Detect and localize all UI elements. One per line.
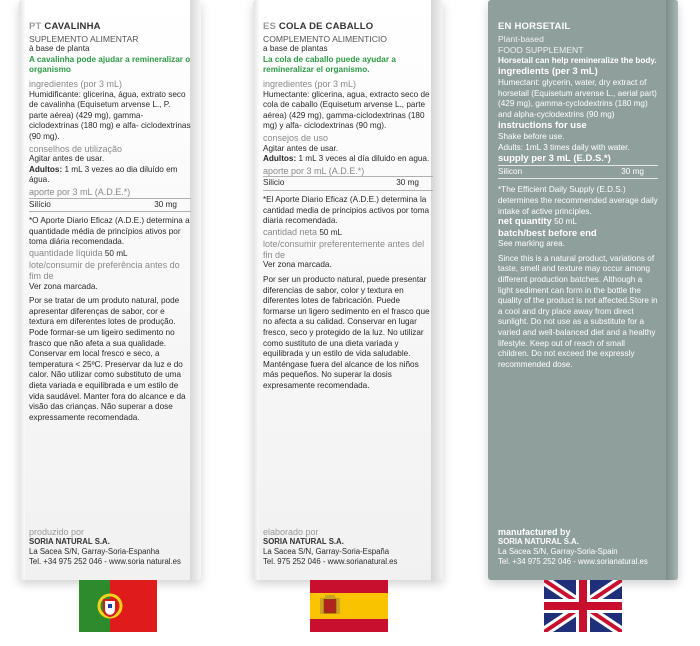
net-quantity-value: 50 mL: [554, 217, 577, 227]
lot-heading: lote/consumir preferentemente antes del fin de: [263, 239, 425, 260]
nutrient-name: Silicon: [498, 166, 523, 176]
uk-flag-icon: [544, 580, 622, 632]
usage-dose: [263, 154, 433, 165]
supply-table-row: [29, 199, 191, 213]
nutrient-name: Silício: [29, 199, 51, 209]
panel-content: [29, 22, 191, 423]
manufacturer-block: [498, 527, 648, 567]
product-title: [498, 22, 658, 33]
manufacturer-contact: Tel. +34 975 252 046 - www.sorianatural.es: [498, 557, 648, 566]
panel-edge: [253, 0, 259, 580]
product-subtitle: à base de planta: [29, 44, 90, 54]
usage-line: Agitar antes de usar.: [263, 143, 339, 153]
panel-edge: [19, 0, 25, 580]
net-quantity-label: cantidad neta: [263, 226, 318, 237]
usage-line: Agitar antes de usar.: [29, 154, 105, 164]
manufacturer-block: [263, 527, 397, 567]
health-claim: A cavalinha pode ajudar a remineralizar o organismo: [29, 54, 191, 75]
manufacturer-heading: produzido por: [29, 527, 85, 537]
ingredients-text: Humectante: glicerina, agua, extracto seco de cola de caballo (Equisetum arvense L., parte aérea) (429 mg), gamma-ciclodextrinas (180 mg) y alfa- ciclodextrinas (90 mg).: [263, 89, 430, 131]
usage-dose-label: Adultos:: [263, 154, 297, 164]
usage-heading: conselhos de utilização: [29, 143, 123, 154]
manufacturer-name: SORIA NATURAL S.A.: [263, 537, 344, 546]
manufacturer-contact: Tel. 975 252 046 - www.sorianatural.es: [263, 557, 398, 566]
label-panel-portuguese: [19, 0, 201, 580]
net-quantity-value: 50 mL: [319, 227, 343, 237]
portugal-flag-icon: [79, 580, 157, 632]
net-quantity-value: 50 mL: [104, 248, 128, 258]
product-subtitle: FOOD SUPPLEMENT: [498, 45, 584, 56]
ingredients-heading: ingredients (per 3 mL): [498, 66, 598, 78]
nutrient-value: 30 mg: [621, 166, 644, 176]
usage-heading: consejos de uso: [263, 132, 329, 143]
panel-edge: [190, 0, 201, 580]
net-quantity-label: quantidade líquida: [29, 247, 103, 258]
manufacturer-address: La Sacea S/N, Garray-Soria-España: [263, 547, 390, 556]
net-quantity: [498, 217, 658, 228]
manufacturer-name: SORIA NATURAL S.A.: [498, 537, 579, 546]
nutrient-value: 30 mg: [396, 178, 419, 188]
product-name: CAVALINHA: [44, 21, 101, 32]
lot-text: Ver zona marcada.: [263, 260, 332, 270]
ingredients-text: Humectant: glycerin, water, dry extract of horsetail (Equisetum arvense L., aerial part) (429 mg), gamma-cyclodextrins (180 mg) and alpha-cyclodextrins (90 mg): [498, 77, 657, 119]
usage-dose-text: 1 mL 3 veces al día diluido en agua.: [296, 154, 430, 164]
lot-heading: lote/consumir de preferência antes do fim de: [29, 260, 180, 282]
ingredients-heading: ingredientes (por 3 mL): [263, 78, 357, 89]
storage-warnings: Por ser un producto natural, puede presentar diferencias de sabor, color y textura en diferentes lotes de fabricación. Puede formarse un ligero sedimento en el frasco que no afecta a su calidad. Conservar en lugar fresco, seco y protegido de la luz. No utilizar como sustituto de una dieta variada y equilibrada y un estilo de vida saludable. Manténgase fuera del alcance de los niños más pequeños. No superar la dosis expresamente recomendada.: [263, 275, 430, 390]
supply-table-heading: aporte por 3 mL (A.D.E.*): [263, 166, 433, 178]
usage-heading: instructions for use: [498, 120, 587, 132]
lot-text: Ver zona marcada.: [29, 281, 98, 291]
net-quantity: [29, 248, 191, 260]
supply-table-heading: supply per 3 mL (E.D.S.*): [498, 154, 658, 166]
usage-dose-text: Adults: 1mL 3 times daily with water.: [498, 142, 630, 152]
label-panel-english: [488, 0, 678, 580]
supply-table-row: [498, 166, 658, 180]
nutrient-value: 30 mg: [154, 199, 177, 209]
usage-dose-label: Adultos:: [29, 164, 63, 174]
manufacturer-heading: manufactured by: [498, 527, 571, 537]
panel-content: [498, 22, 668, 370]
supply-footnote: *O Aporte Diario Eficaz (A.D.E.) determina a quantidade média de princípios ativos por toma diária recomendada.: [29, 216, 190, 247]
nutrient-name: Silicio: [263, 178, 285, 188]
product-category: COMPLEMENTO ALIMENTICIO: [263, 33, 387, 44]
storage-warnings: Por se tratar de um produto natural, pode apresentar diferenças de sabor, cor e textura em diferentes lotes de produção. Pode formar-se um ligeiro sedimento no frasco que não afeta a sua qualidade. Conservar em local fresco e seco, a temperatura < 25ºC. Preservar da luz e do calor. Não utilizar como substituto de uma dieta variada e equilibrada e um estilo de vida saudável. Manter fora do alcance e da visão das crianças. Não superar a dose expressamente recomendada.: [29, 296, 186, 422]
panel-content: [263, 22, 433, 392]
language-code: ES: [263, 21, 277, 32]
manufacturer-block: [29, 527, 181, 567]
manufacturer-address: La Sacea S/N, Garray-Soria-Spain: [498, 547, 618, 556]
supply-table-row: [263, 177, 433, 191]
supply-footnote: *El Aporte Diario Eficaz (A.D.E.) determina la cantidad media de principios activos por toma diaria recomendada.: [263, 194, 430, 226]
net-quantity-label: net quantity: [498, 216, 552, 228]
usage-dose-text: 1 mL 3 vezes ao dia diluído em água.: [29, 164, 178, 185]
manufacturer-address: La Sacea S/N, Garray-Soria-Espanha: [29, 547, 160, 556]
product-name: COLA DE CABALLO: [278, 21, 374, 32]
storage-warnings: Since this is a natural product, variations of taste, smell and texture may occur among different production batches. Although a light sediment can form in the bottle the quality of the product is not affected.Store in a cool and dry place away from direct sunlight. Do not use as a substitute for a varied and well-balanced diet and a healthy lifestyle. Keep out of reach of small children. Do not exceed the expressly recommended dose.: [498, 253, 658, 369]
spain-flag-icon: [310, 580, 388, 632]
lot-text: See marking area.: [498, 239, 565, 249]
usage-dose: [498, 143, 658, 154]
product-title: [263, 22, 433, 33]
product-subtitle: a base de plantas: [263, 44, 328, 54]
supply-table-heading: aporte por 3 mL (A.D.E.*): [29, 187, 191, 199]
manufacturer-contact: Tel. +34 975 252 046 - www.soria natural.es: [29, 557, 181, 566]
product-name: HORSETAIL: [514, 21, 571, 32]
ingredients-heading: ingredientes (por 3 mL): [29, 78, 123, 89]
manufacturer-name: SORIA NATURAL S.A.: [29, 537, 110, 546]
language-code: EN: [498, 21, 512, 32]
supply-footnote: *The Efficient Daily Supply (E.D.S.) determines the recommended average daily intake of active principles.: [498, 185, 658, 216]
usage-dose: [29, 165, 191, 186]
ingredients-text: Humidificante: glicerina, água, extrato seco de cavalinha (Equisetum arvense L., P. parte aérea) (429 mg), gamma-ciclodextrinas (180 mg) e alfa- ciclodextrinas (90 mg).: [29, 89, 191, 141]
usage-line: Shake before use.: [498, 131, 565, 141]
health-claim: La cola de caballo puede ayudar a remineralizar el organismo.: [263, 54, 396, 75]
product-category: SUPLEMENTO ALIMENTAR: [29, 33, 139, 44]
product-title: [29, 22, 191, 33]
lot-heading: batch/best before end: [498, 227, 597, 239]
label-panel-spanish: [253, 0, 443, 580]
language-code: PT: [29, 21, 42, 32]
net-quantity: [263, 227, 433, 239]
product-category: Plant-based: [498, 33, 544, 44]
manufacturer-heading: elaborado por: [263, 527, 319, 537]
health-claim: Horsetail can help remineralize the body.: [498, 55, 657, 65]
